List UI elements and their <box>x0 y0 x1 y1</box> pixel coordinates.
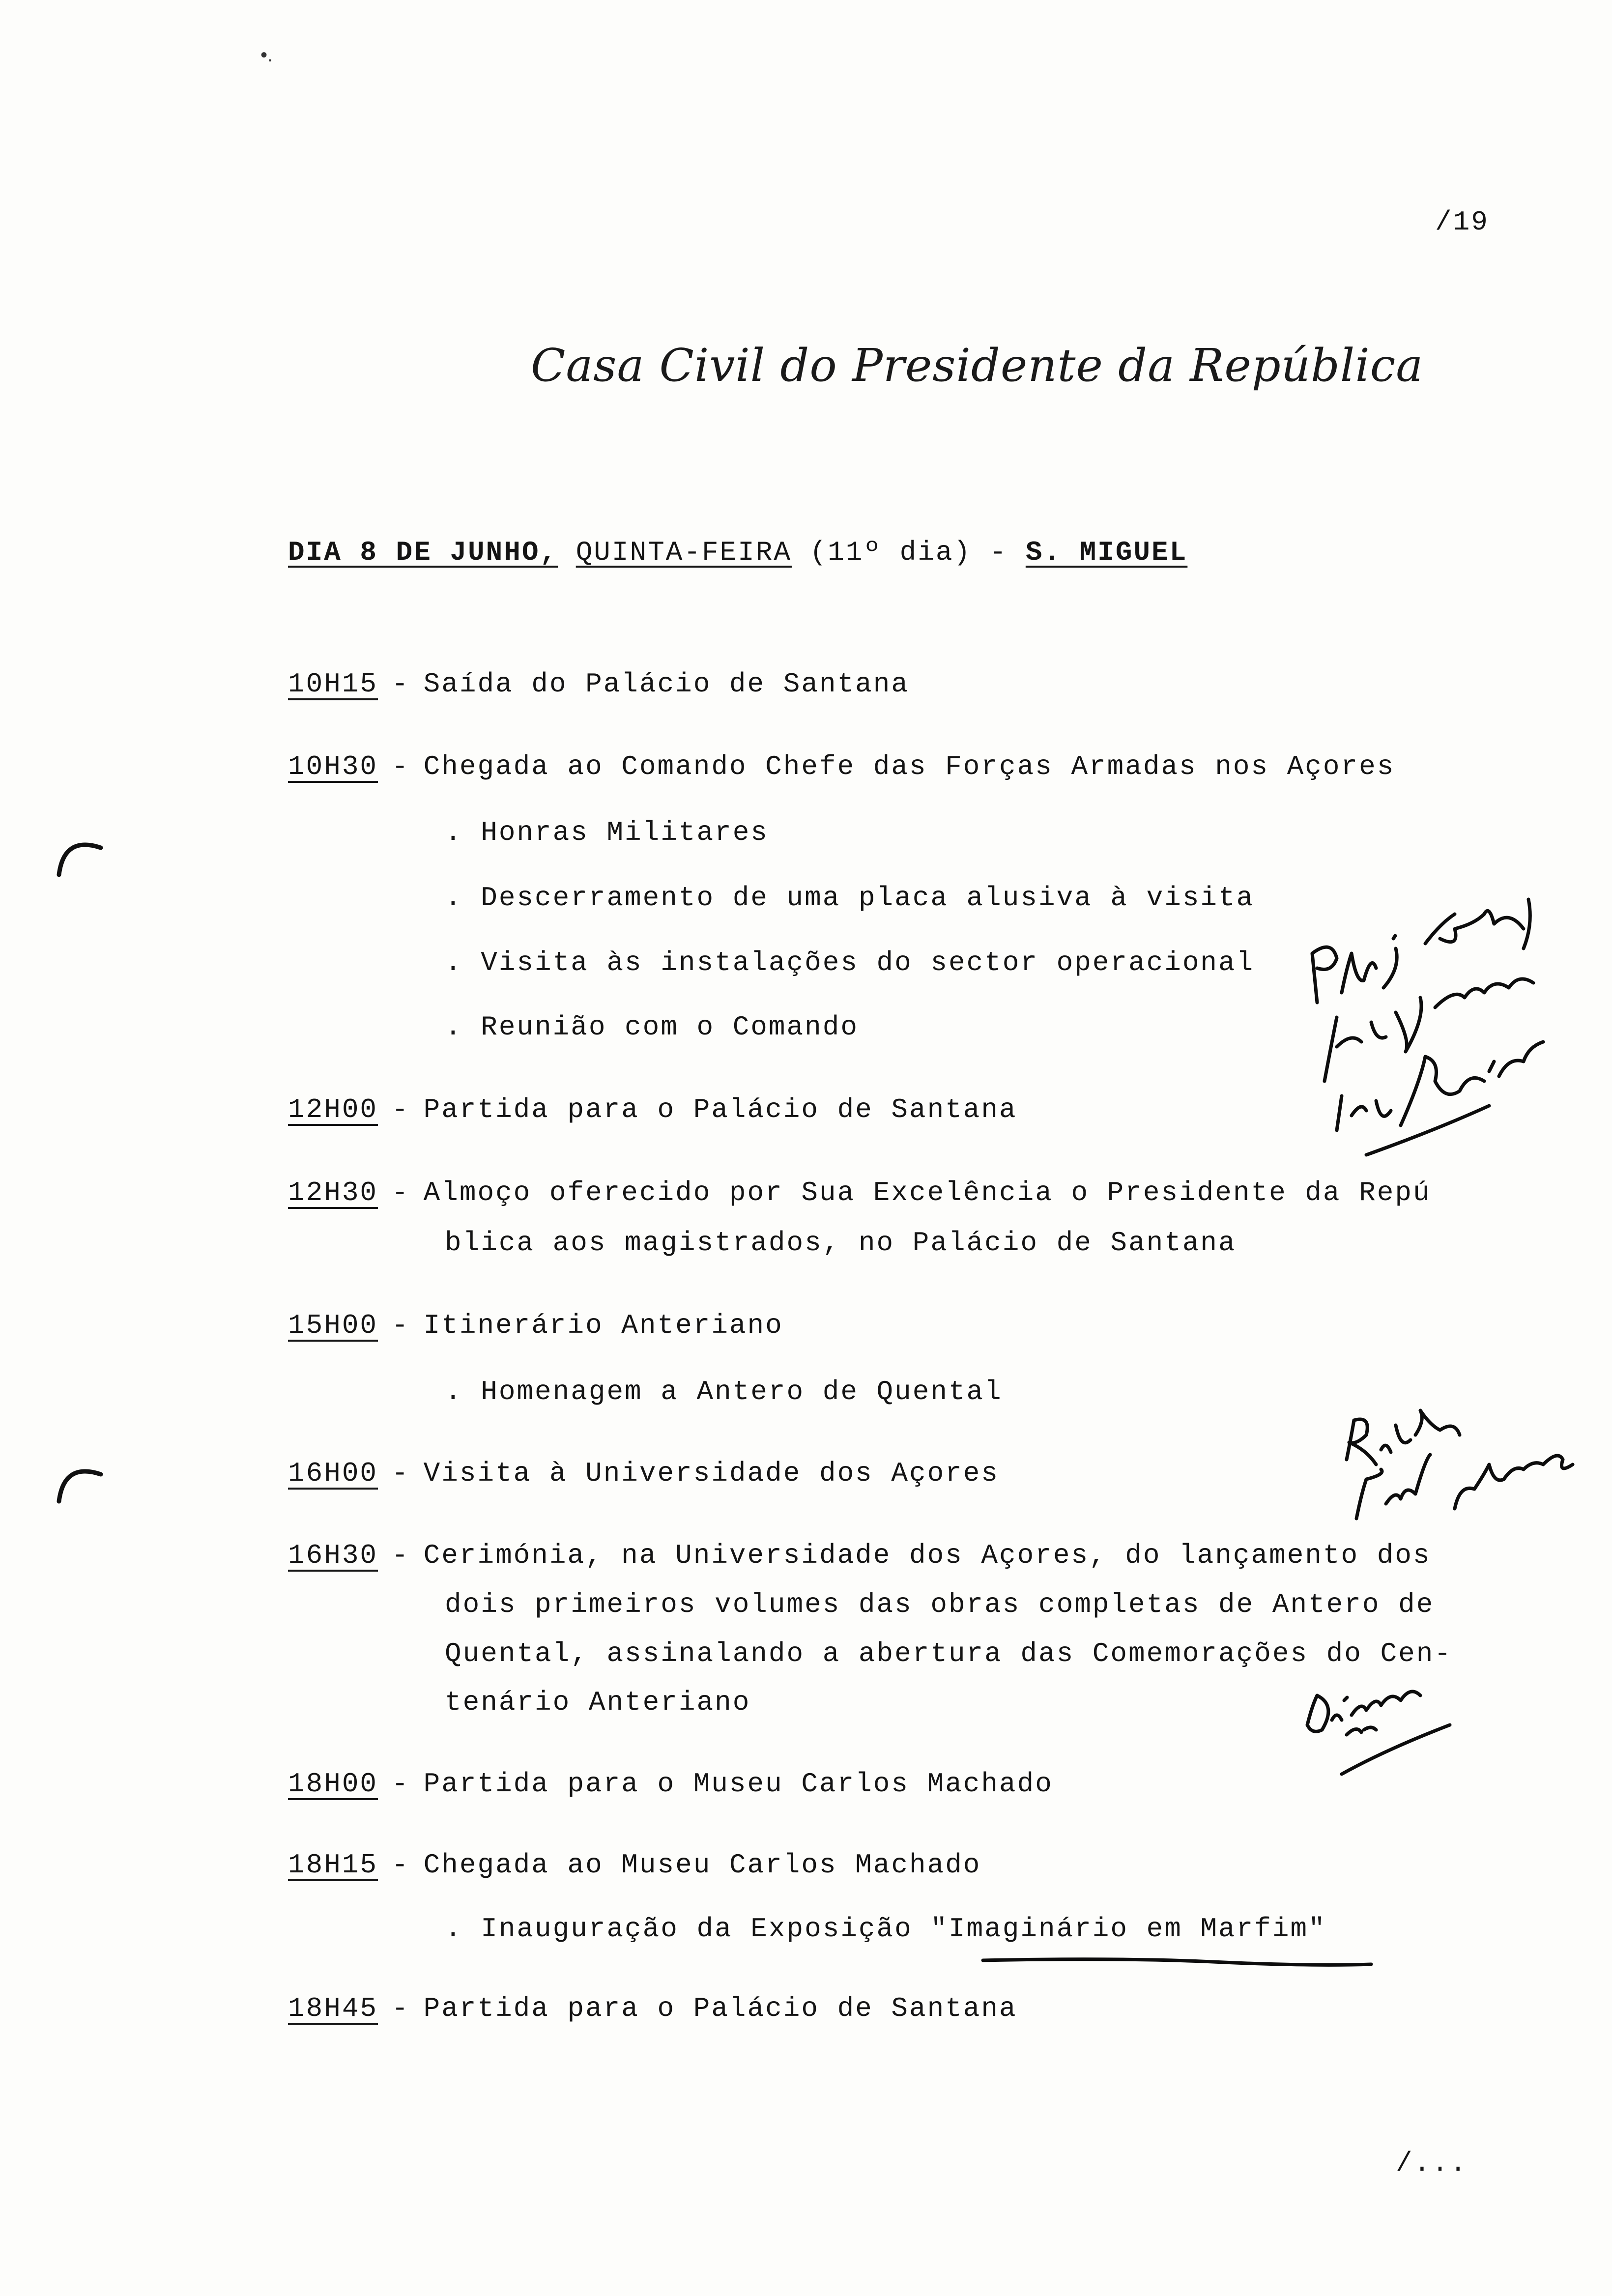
schedule-text-continuation: Quental, assinalando a abertura das Comemorações do Cen- <box>445 1638 1452 1669</box>
schedule-row: 18H00 - Partida para o Museu Carlos Machado <box>288 1768 1053 1800</box>
margin-arc-mark <box>54 826 108 880</box>
handwritten-underline <box>978 1953 1381 1973</box>
schedule-text: Chegada ao Comando Chefe das Forças Armadas nos Açores <box>423 751 1395 782</box>
schedule-text: Itinerário Anteriano <box>423 1310 783 1341</box>
sub-item: . Descerramento de uma placa alusiva à visita <box>445 882 1255 914</box>
schedule-row: 18H45 - Partida para o Palácio de Santana <box>288 1993 1017 2024</box>
sub-item-exhibition <box>445 1913 1326 1945</box>
handwritten-annotation <box>1278 894 1592 1170</box>
schedule-text: Visita à Universidade dos Açores <box>423 1458 1000 1489</box>
schedule-text-continuation: dois primeiros volumes das obras completas de Antero de <box>445 1589 1435 1620</box>
schedule-text: Partida para o Palácio de Santana <box>423 1993 1017 2024</box>
schedule-row: 10H15 - Saída do Palácio de Santana <box>288 668 909 700</box>
schedule-time: 18H00 <box>288 1768 378 1800</box>
sub-item: . Homenagem a Antero de Quental <box>445 1376 1003 1407</box>
stray-marks: •. <box>260 44 273 66</box>
page-number: /19 <box>1435 206 1489 238</box>
schedule-row: 15H00 - Itinerário Anteriano <box>288 1310 783 1341</box>
schedule-time: 16H30 <box>288 1540 378 1571</box>
schedule-time: 12H00 <box>288 1094 378 1125</box>
heading-place: S. MIGUEL <box>1025 537 1188 568</box>
schedule-row: 10H30 - Chegada ao Comando Chefe das Forças Armadas nos Açores <box>288 751 1395 782</box>
schedule-text: Partida para o Museu Carlos Machado <box>423 1768 1053 1800</box>
continuation-marker: /... <box>1396 2148 1468 2179</box>
schedule-text: Cerimónia, na Universidade dos Açores, do lançamento dos <box>423 1540 1431 1571</box>
schedule-time: 16H00 <box>288 1458 378 1489</box>
heading-weekday: QUINTA-FEIRA <box>576 537 792 568</box>
heading-day-count: (11º dia) - <box>809 537 1008 568</box>
sub-item: . Visita às instalações do sector operacional <box>445 947 1255 978</box>
schedule-row: 12H30 - Almoço oferecido por Sua Excelência o Presidente da Repú <box>288 1177 1431 1208</box>
schedule-text-continuation: blica aos magistrados, no Palácio de Santana <box>445 1227 1237 1259</box>
schedule-row: 16H00 - Visita à Universidade dos Açores <box>288 1458 1000 1489</box>
schedule-time: 18H15 <box>288 1849 378 1881</box>
schedule-time: 10H30 <box>288 751 378 782</box>
schedule-time: 15H00 <box>288 1310 378 1341</box>
schedule-time: 10H15 <box>288 668 378 700</box>
schedule-row: 16H30 - Cerimónia, na Universidade dos Açores, do lançamento dos <box>288 1540 1431 1571</box>
schedule-row: 18H15 - Chegada ao Museu Carlos Machado <box>288 1849 981 1881</box>
sub-item: . Honras Militares <box>445 817 769 848</box>
letterhead: Casa Civil do Presidente da República <box>531 339 1424 392</box>
schedule-text: Partida para o Palácio de Santana <box>423 1094 1017 1125</box>
exhibition-title: "Imaginário em Marfim" <box>930 1913 1326 1945</box>
schedule-time: 12H30 <box>288 1177 378 1208</box>
heading-date: DIA 8 DE JUNHO, <box>288 537 558 568</box>
day-heading <box>288 537 1187 568</box>
schedule-row: 12H00 - Partida para o Palácio de Santana <box>288 1094 1017 1125</box>
schedule-text-continuation: tenário Anteriano <box>445 1687 751 1718</box>
handwritten-annotation <box>1327 1406 1583 1533</box>
sub-item-prefix: . Inauguração da Exposição <box>445 1913 931 1945</box>
schedule-time: 18H45 <box>288 1993 378 2024</box>
sub-item: . Reunião com o Comando <box>445 1011 859 1043</box>
schedule-text: Chegada ao Museu Carlos Machado <box>423 1849 981 1881</box>
schedule-text: Almoço oferecido por Sua Excelência o Presidente da Repú <box>423 1177 1431 1208</box>
margin-arc-mark <box>54 1452 108 1506</box>
schedule-text: Saída do Palácio de Santana <box>423 668 909 700</box>
handwritten-annotation <box>1288 1671 1455 1789</box>
